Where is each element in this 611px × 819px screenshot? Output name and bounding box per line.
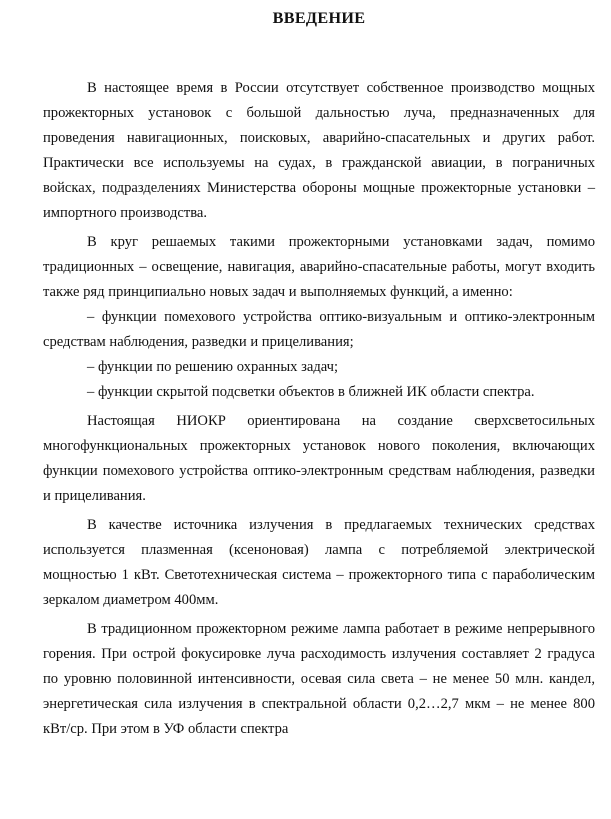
paragraph-tasks: В круг решаемых такими прожекторными установками задач, помимо традиционных – освещение, навигация, аварийно-спасательные работы, могут входить также ряд принципиально новых задач и выполняемых функций, а именно: — [43, 234, 595, 300]
list-item: – функции скрытой подсветки объектов в ближней ИК области спектра. — [87, 384, 535, 400]
paragraph-mode: В традиционном прожекторном режиме лампа работает в режиме непрерывного горения. При острой фокусировке луча расходимость излучения составляет 2 градуса по уровню половинной интенсивности, осевая сила света – не менее 50 млн. кандел, энергетическая сила излучения в спектральной области 0,2…2,7 мкм – не менее 800 кВт/ср. При этом в УФ области спектра — [43, 621, 595, 737]
paragraph-intro: В настоящее время в России отсутствует собственное производство мощных прожекторных установок с большой дальностью луча, предназначенных для проведения навигационных, поисковых, аварийно-спасательных и других работ. Практически все используемы на судах, в гражданской авиации, в пограничных войсках, подразделениях Министерства обороны мощные прожекторные установки – импортного производства. — [43, 80, 595, 221]
page-title: ВВЕДЕНИЕ — [272, 9, 366, 27]
list-item: – функции помехового устройства оптико-визуальным и оптико-электронным средствам наблюдения, разведки и прицеливания; — [43, 309, 595, 350]
list-item: – функции по решению охранных задач; — [87, 359, 339, 375]
paragraph-niokr: Настоящая НИОКР ориентирована на создание сверхсветосильных многофункциональных прожекторных установок нового поколения, включающих функции помехового устройства оптико-электронным средствам наблюдения, разведки и прицеливания. — [43, 413, 595, 504]
document-page — [43, 0, 595, 742]
paragraph-source: В качестве источника излучения в предлагаемых технических средствах используется плазменная (ксеноновая) лампа с потребляемой электрической мощностью 1 кВт. Светотехническая система – прожекторного типа с параболическим зеркалом диаметром 400мм. — [43, 517, 595, 608]
